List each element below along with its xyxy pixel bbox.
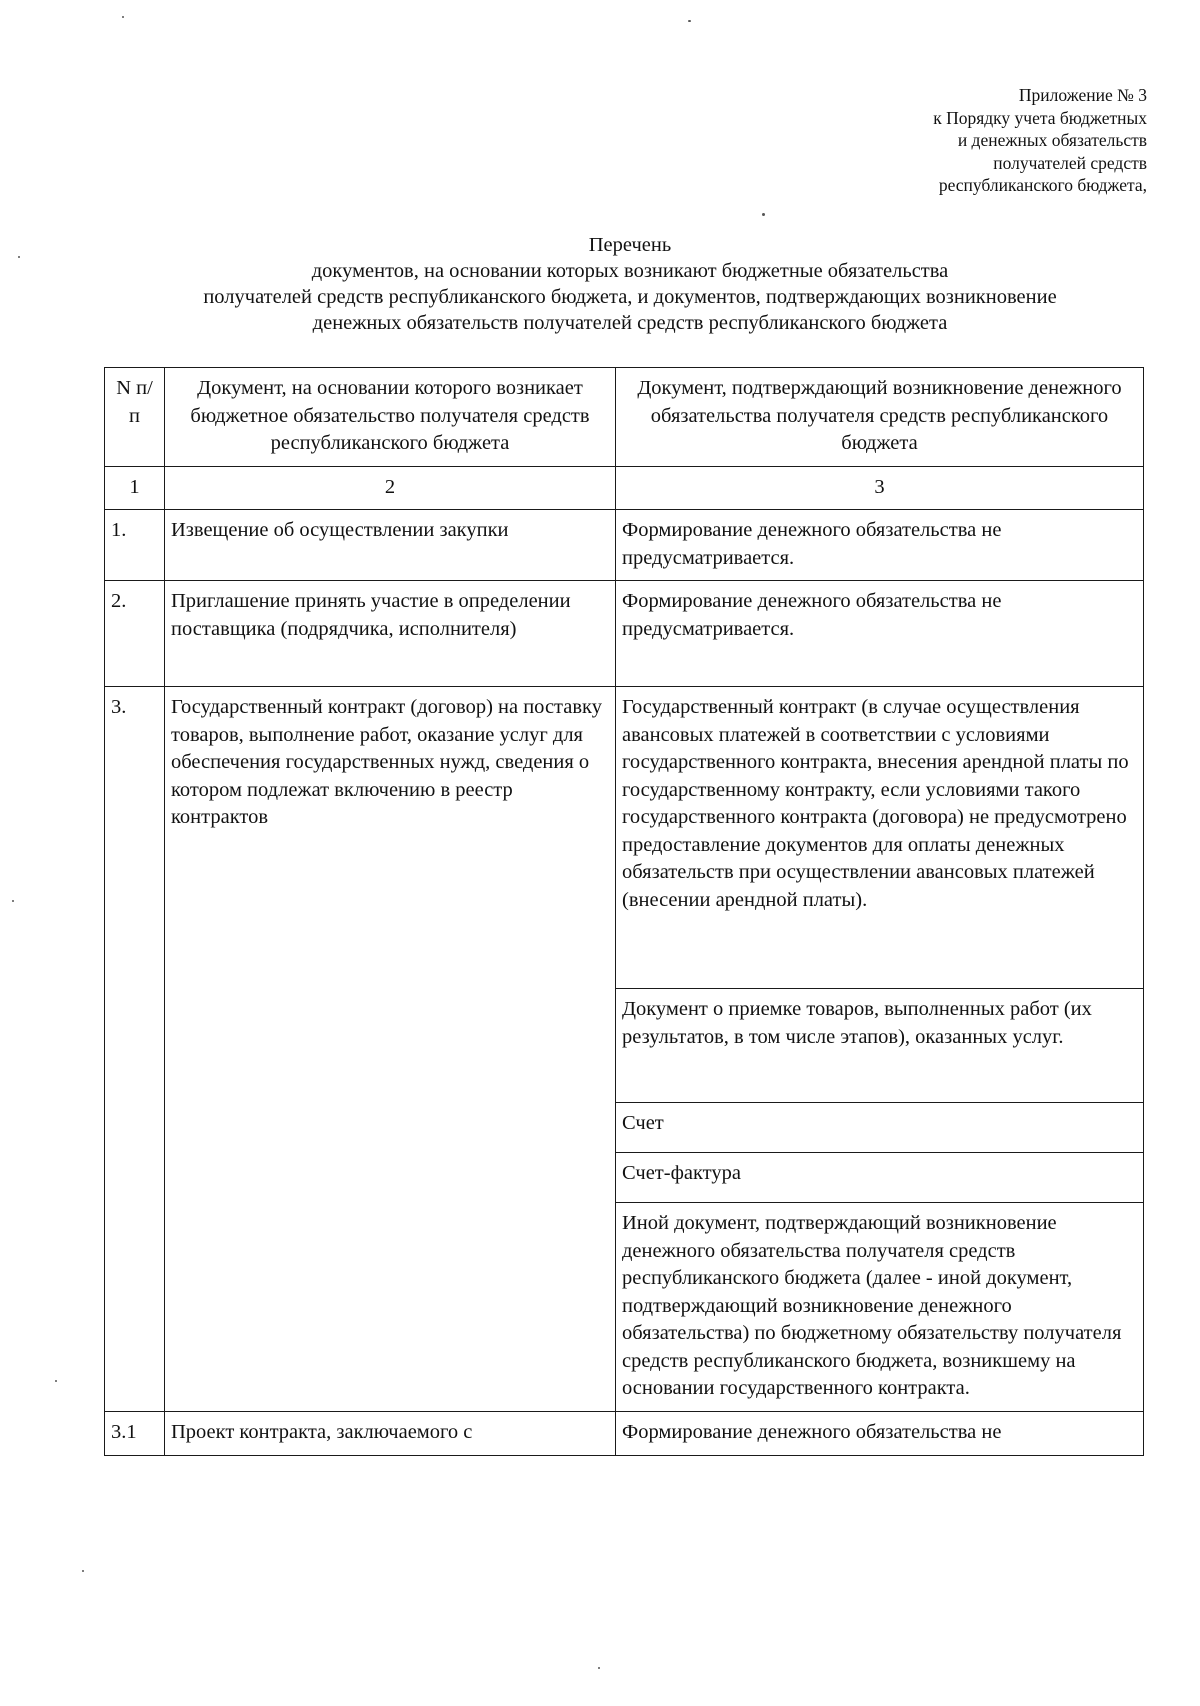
scan-speck: [55, 1380, 57, 1382]
basis-document: Государственный контракт (договор) на поставку товаров, выполнение работ, оказание услуг для обеспечения государственных нужд, сведения о котором подлежат включению в реестр контрактов: [165, 687, 616, 1412]
row-number: 1.: [105, 510, 165, 581]
scan-speck: [598, 1667, 600, 1669]
header-basis-document: Документ, на основании которого возникает бюджетное обязательство получателя средств республиканского бюджета: [165, 368, 616, 467]
confirming-document: Счет-фактура: [616, 1153, 1144, 1203]
appendix-line: республиканского бюджета,: [938, 175, 1147, 195]
appendix-line: к Порядку учета бюджетных: [933, 107, 1147, 128]
row-number: 3.1: [105, 1411, 165, 1455]
scan-speck: [762, 213, 765, 216]
header-num: N п/п: [105, 368, 165, 467]
scan-speck: [82, 1570, 84, 1572]
appendix-line: Приложение № 3: [1018, 85, 1147, 105]
basis-document: Проект контракта, заключаемого с: [165, 1411, 616, 1455]
confirming-document: Иной документ, подтверждающий возникновение денежного обязательства получателя средств республиканского бюджета (далее - иной документ, подтверждающий возникновение денежного обязательства) по бюджетному обязательству получателя средств республиканского бюджета, возникшему на основании государственного контракта.: [616, 1203, 1144, 1412]
scan-speck: [122, 16, 124, 18]
document-title: [90, 232, 1170, 336]
confirming-document: Государственный контракт (в случае осуществления авансовых платежей в соответствии с условиями государственного контракта, внесения арендной платы по государственному контракту, если условиями такого государственного контракта (договора) не предусмотрено предоставление документов для оплаты денежных обязательств при осуществлении авансовых платежей (внесении арендной платы).: [616, 687, 1144, 989]
title-line: получателей средств республиканского бюджета, и документов, подтверждающих возникновение: [203, 286, 1057, 308]
appendix-line: получателей средств: [993, 152, 1147, 173]
column-number: 2: [165, 466, 616, 510]
table-row: [105, 687, 1144, 989]
row-number: 2.: [105, 581, 165, 687]
basis-document: Приглашение принять участие в определении поставщика (подрядчика, исполнителя): [165, 581, 616, 687]
confirming-document: Формирование денежного обязательства не предусматривается.: [616, 510, 1144, 581]
appendix-line: и денежных обязательств: [957, 130, 1147, 150]
confirming-document: Счет: [616, 1103, 1144, 1153]
title-line: денежных обязательств получателей средств республиканского бюджета: [312, 312, 948, 334]
confirming-document: Формирование денежного обязательства не: [616, 1411, 1144, 1455]
column-number-row: [105, 466, 1144, 510]
confirming-document: Документ о приемке товаров, выполненных работ (их результатов, в том числе этапов), оказанных услуг.: [616, 989, 1144, 1103]
table-row: [105, 510, 1144, 581]
scan-speck: [688, 20, 691, 22]
basis-document: Извещение об осуществлении закупки: [165, 510, 616, 581]
table-header-row: [105, 368, 1144, 467]
confirming-document: Формирование денежного обязательства не предусматривается.: [616, 581, 1144, 687]
table-row: [105, 581, 1144, 687]
title-heading: Перечень: [588, 234, 672, 256]
column-number: 1: [105, 466, 165, 510]
scan-speck: [12, 900, 14, 902]
header-confirming-document: Документ, подтверждающий возникновение денежного обязательства получателя средств республиканского бюджета: [616, 368, 1144, 467]
column-number: 3: [616, 466, 1144, 510]
appendix-note: [933, 84, 1147, 197]
table-row: [105, 1411, 1144, 1455]
title-line: документов, на основании которых возникают бюджетные обязательства: [311, 260, 949, 282]
documents-table: [104, 367, 1144, 1456]
row-number: 3.: [105, 687, 165, 1412]
scan-speck: [18, 256, 20, 258]
